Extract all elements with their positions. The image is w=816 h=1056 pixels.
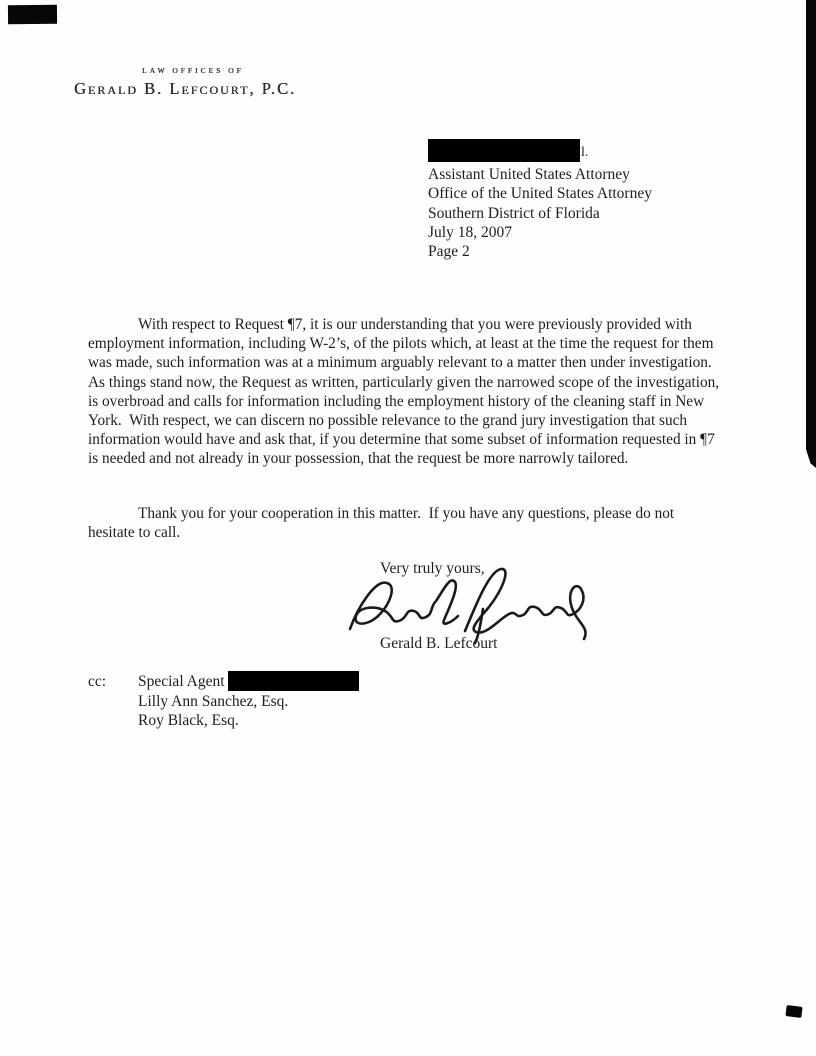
recipient-district: Southern District of Florida	[428, 204, 600, 222]
scan-artifact-top-left	[8, 5, 57, 25]
letterhead	[74, 66, 296, 99]
redaction-bar-recipient-name	[428, 139, 580, 162]
cc-recipient-special-agent	[138, 672, 359, 692]
cc-recipient-black: Roy Black, Esq.	[138, 712, 239, 730]
scan-artifact-right-edge	[806, 0, 816, 468]
body-paragraph-1: With respect to Request ¶7, it is our understanding that you were previously provided with employment information, including W-2’s, of the pilots which, at least at the time the request for them was made, such information was at a minimum arguably relevant to a matter then under investigation. As things stand now, the Request as written, particularly given the narrowed scope of the investigation, is overbroad and calls for information including the employment history of the cleaning staff in New York. With respect, we can discern no possible relevance to the grand jury investigation that such information would have and ask that, if you determine that some subset of information requested in ¶7 is needed and not already in your possession, that the request be more narrowly tailored.	[88, 316, 723, 468]
recipient-title: Assistant United States Attorney	[428, 166, 630, 183]
typed-signer-name: Gerald B. Lefcourt	[380, 635, 498, 652]
valediction: Very truly yours,	[380, 560, 485, 577]
letterhead-firm-name: Gerald B. Lefcourt, P.C.	[74, 79, 297, 98]
recipient-name-line	[428, 139, 652, 162]
redaction-remnant-text: l.	[581, 144, 589, 160]
letter-date: July 18, 2007	[428, 223, 512, 241]
cc-recipient-sanchez: Lilly Ann Sanchez, Esq.	[138, 693, 289, 710]
redaction-bar-agent-name	[228, 671, 359, 691]
letterhead-law-offices-of: LAW OFFICES OF	[142, 66, 244, 75]
cc-special-agent-text: Special Agent	[138, 673, 225, 691]
cc-label: cc:	[88, 673, 107, 690]
recipient-office: Office of the United States Attorney	[428, 185, 652, 203]
page-number: Page 2	[428, 243, 470, 261]
body-paragraph-2: Thank you for your cooperation in this matter. If you have any questions, please do not hesitate to call.	[88, 505, 678, 542]
cc-block	[88, 672, 359, 731]
recipient-block	[428, 139, 652, 261]
scan-artifact-bottom-right	[785, 1005, 802, 1018]
